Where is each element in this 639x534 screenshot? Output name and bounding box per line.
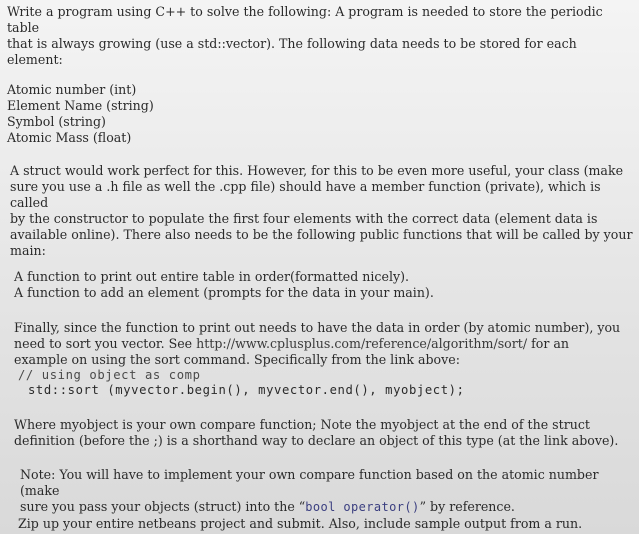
code-sort-call: std::sort (myvector.begin(), myvector.end(), myobject); xyxy=(28,383,465,397)
sort-text: need to sort you vector. See xyxy=(14,336,197,351)
struct-line: by the constructor to populate the first four elements with the correct data (element data is xyxy=(10,211,598,226)
field-atomic-mass: Atomic Mass (float) xyxy=(7,130,132,145)
struct-line: available online). There also needs to be the following public functions that will be called by your xyxy=(10,227,633,242)
note-paragraph xyxy=(20,467,634,515)
sort-paragraph xyxy=(14,320,638,398)
myobject-line: definition (before the ;) is a shorthand way to declare an object of this type (at the link above). xyxy=(14,433,619,448)
note-line: Note: You will have to implement your own compare function based on the atomic number (make xyxy=(20,467,599,498)
function-add-item: A function to add an element (prompts for the data in your main). xyxy=(14,285,434,300)
struct-line: A struct would work perfect for this. However, for this to be even more useful, your class (make xyxy=(10,163,624,178)
myobject-line: Where myobject is your own compare function; Note the myobject at the end of the struct xyxy=(14,417,590,432)
field-symbol: Symbol (string) xyxy=(7,114,106,129)
closing-line: Zip up your entire netbeans project and submit. Also, include sample output from a run. xyxy=(18,516,583,531)
sort-line: example on using the sort command. Specifically from the link above: xyxy=(14,352,460,367)
intro-line: element: xyxy=(7,52,63,67)
myobject-paragraph xyxy=(14,417,634,449)
struct-paragraph xyxy=(10,163,638,259)
bool-operator-code: bool operator() xyxy=(305,500,420,514)
intro-line: that is always growing (use a std::vector). The following data needs to be stored for each xyxy=(7,36,577,51)
function-print-item: A function to print out entire table in order(formatted nicely). xyxy=(14,269,409,284)
function-list xyxy=(14,269,634,301)
cplusplus-sort-link[interactable]: http://www.cplusplus.com/reference/algorithm/sort/ xyxy=(196,336,528,351)
field-list xyxy=(7,82,407,146)
sort-line: Finally, since the function to print out needs to have the data in order (by atomic number), you xyxy=(14,320,621,335)
field-element-name: Element Name (string) xyxy=(7,98,154,113)
struct-line: main: xyxy=(10,243,46,258)
code-comment: // using object as comp xyxy=(18,368,201,382)
field-atomic-number: Atomic number (int) xyxy=(7,82,137,97)
note-line xyxy=(20,499,634,515)
note-text: ” by reference. xyxy=(419,499,515,514)
note-text: sure you pass your objects (struct) into the “ xyxy=(20,499,306,514)
sort-text: for an xyxy=(527,336,569,351)
sort-line xyxy=(14,336,638,352)
intro-line: Write a program using C++ to solve the following: A program is needed to store the periodic table xyxy=(7,4,603,35)
intro-paragraph xyxy=(7,4,635,68)
struct-line: sure you use a .h file as well the .cpp file) should have a member function (private), which is called xyxy=(10,179,601,210)
